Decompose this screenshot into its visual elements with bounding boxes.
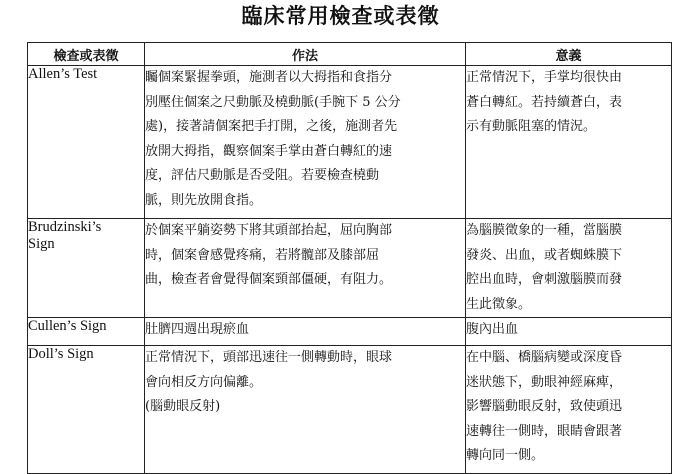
- method-cell: [145, 66, 466, 219]
- meaning-cell: [466, 219, 672, 318]
- method-text-line: 別壓住個案之尺動脈及橈動脈(手腕下 5 公分: [145, 94, 401, 110]
- meaning-text-line: 生此徵象。: [466, 296, 532, 312]
- meaning-text-line: 迷狀態下，動眼神經麻痺，: [466, 374, 623, 390]
- method-text-line: 脈，則先放開食指。: [145, 192, 263, 208]
- sign-name: Doll’s Sign: [28, 346, 94, 362]
- clinical-signs-table: [27, 42, 672, 474]
- method-text-line: 肚臍四週出現瘀血: [145, 322, 250, 337]
- sign-name-cell: [28, 66, 145, 219]
- method-text-line: 曲，檢查者會覺得個案頸部僵硬，有阻力。: [145, 272, 393, 287]
- meaning-text-line: 在中腦、橋腦病變或深度昏: [466, 350, 623, 365]
- table-header-row: [28, 43, 672, 66]
- meaning-cell: [466, 318, 672, 346]
- sign-name: Brudzinski’s: [28, 219, 102, 235]
- meaning-text-line: 正常情況下，手掌均很快由: [466, 70, 623, 85]
- header-meaning: 意義: [466, 43, 672, 66]
- meaning-cell: [466, 346, 672, 474]
- sign-name: Allen’s Test: [28, 66, 98, 82]
- sign-name: Cullen’s Sign: [28, 318, 107, 334]
- meaning-text-line: 腹內出血: [466, 322, 519, 337]
- method-text-line: (腦動眼反射): [145, 399, 221, 414]
- meaning-text-line: 發炎、出血，或者蜘蛛膜下: [466, 247, 623, 263]
- page-title: 臨床常用檢查或表徵: [241, 3, 440, 28]
- method-text-line: 時，個案會感覺疼痛，若將髖部及膝部屈: [145, 247, 380, 263]
- method-text-line: 處)，接著請個案把手打開，之後，施測者先: [145, 119, 398, 134]
- meaning-cell: [466, 66, 672, 219]
- sign-name-cell: [28, 219, 145, 318]
- meaning-text-line: 示有動脈阻塞的情況。: [466, 119, 597, 134]
- method-text-line: 度，評估尺動脈是否受阻。若要檢查橈動: [145, 168, 380, 183]
- method-text-line: 正常情況下，頭部迅速往一側轉動時，眼球: [145, 350, 393, 365]
- header-sign-name: 檢查或表徵: [28, 43, 145, 66]
- method-text-line: 於個案平躺姿勢下將其頭部抬起，屈向胸部: [145, 223, 393, 238]
- sign-name-cell: [28, 318, 145, 346]
- meaning-text-line: 影響腦動眼反射，致使頭迅: [466, 399, 623, 414]
- method-cell: [145, 219, 466, 318]
- method-text-line: 放開大拇指，觀察個案手掌由蒼白轉紅的速: [145, 143, 393, 159]
- table-row-allens-test: [28, 66, 672, 219]
- meaning-text-line: 腔出血時，會刺激腦膜而發: [466, 272, 623, 287]
- table-row-cullens-sign: [28, 318, 672, 346]
- method-cell: [145, 318, 466, 346]
- meaning-text-line: 速轉往一側時，眼睛會跟著: [466, 423, 623, 439]
- meaning-text-line: 蒼白轉紅。若持續蒼白，表: [466, 94, 623, 110]
- sign-name: Sign: [28, 236, 55, 252]
- table-row-brudzinskis-sign: [28, 219, 672, 318]
- meaning-text-line: 轉向同一側。: [466, 448, 545, 463]
- header-method: 作法: [145, 43, 466, 66]
- table-row-dolls-sign: [28, 346, 672, 474]
- method-text-line: 會向相反方向偏離。: [145, 374, 263, 390]
- meaning-text-line: 為腦膜徵象的一種，當腦膜: [466, 223, 623, 238]
- method-text-line: 矚個案緊握拳頭，施測者以大拇指和食指分: [145, 70, 393, 85]
- method-cell: [145, 346, 466, 474]
- sign-name-cell: [28, 346, 145, 474]
